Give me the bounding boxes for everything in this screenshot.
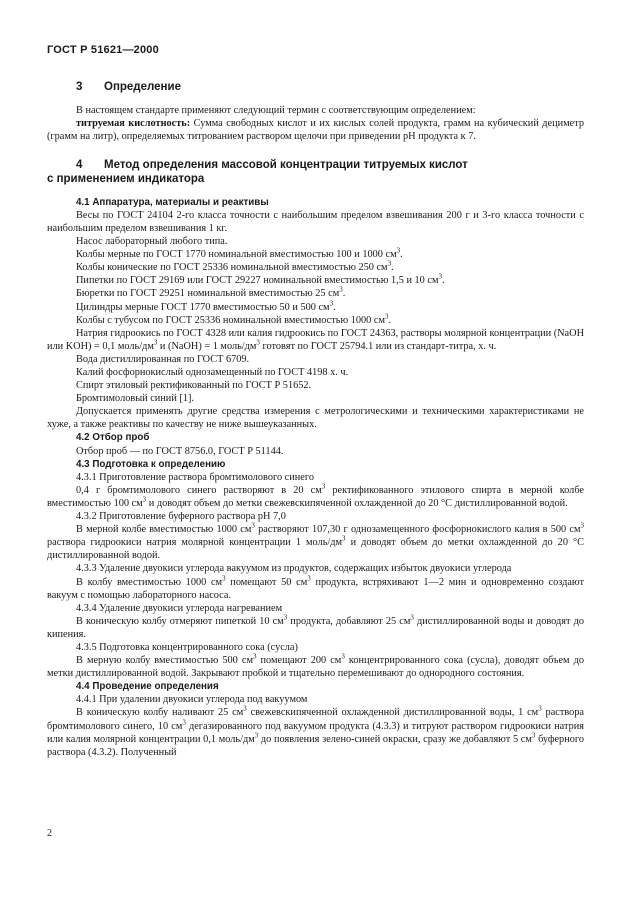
section-3-heading: 3 Определение (76, 81, 181, 93)
paragraph: Колбы с тубусом по ГОСТ 25336 номинальной вместимостью 1000 $см^3$. (76, 312, 392, 326)
section-4-heading: 4 Метод определения массовой концентрации титруемых кислот (76, 158, 468, 171)
paragraph: В коническую колбу наливают 25 $см^3$ свежевскипяченной охлажденной дистиллированной воды, 1 $см^3$ раствора бромтимолового синего, 10 $см^3$ дегазированного под вакуумом продукта (4.3.3) и титруют раствором гидроокиси натрия или калия молярной концентрации 0,1 моль/$дм^3$ до появления зелено-синей окраски, сразу же добавляют 5 $см^3$ буферного раствора (4.3.2). Полученный (47, 705, 584, 758)
paragraph: Допускается применять другие средства измерения с метрологическими и техническими характеристиками не хуже, а также реактивы по качеству не ниже вышеуказанных. (47, 406, 584, 431)
paragraph: Весы по ГОСТ 24104 2-го класса точности с наибольшим пределом взвешивания 200 г и 3-го класса точности с наибольшим пределом взвешивания 1 кг. (47, 209, 584, 234)
paragraph: Отбор проб — по ГОСТ 8756.0, ГОСТ Р 51144. (76, 445, 284, 457)
paragraph: Вода дистиллированная по ГОСТ 6709. (76, 353, 250, 365)
page-number: 2 (47, 828, 52, 839)
paragraph: Колбы мерные по ГОСТ 1770 номинальной вместимостью 100 и 1000 $см^3$. (76, 246, 403, 261)
paragraph: Бромтимоловый синий [1]. (76, 393, 194, 405)
clause-heading: 4.3.4 Удаление двуокиси углерода нагреванием (76, 602, 283, 614)
subsection-4-2-heading: 4.2 Отбор проб (76, 432, 150, 444)
paragraph: Цилиндры мерные ГОСТ 1770 вместимостью 50 и 500 $см^3$. (76, 299, 336, 313)
paragraph: В мерной колбе вместимостью 1000 $см^3$ растворяют 107,30 г однозамещенного фосфорнокислого калия в 500 $см^3$ раствора гидроокиси натрия молярной концентрации 1 моль/$дм^3$ и доводят объем до метки охлажденной до 20 °С дистиллированной водой. (47, 521, 585, 562)
paragraph: Колбы конические по ГОСТ 25336 номинальной вместимостью 250 $см^3$. (76, 259, 394, 274)
paragraph: В мерную колбу вместимостью 500 $см^3$ помещают 200 $см^3$ концентрированного сока (сусла), доводят объем до метки дистиллированной водой. Закрывают пробкой и тщательно перемешивают до однородного состояния. (47, 652, 585, 680)
page-content (47, 80, 584, 759)
clause-heading: 4.4.1 При удалении двуокиси углерода под вакуумом (76, 694, 308, 706)
clause-heading: 4.3.2 Приготовление буферного раствора pH 7,0 (76, 511, 286, 523)
paragraph: Пипетки по ГОСТ 29169 или ГОСТ 29227 номинальной вместимостью 1,5 и 10 $см^3$. (76, 272, 445, 287)
clause-heading: 4.3.5 Подготовка концентрированного сока (сусла) (76, 641, 298, 653)
paragraph: В колбу вместимостью 1000 $см^3$ помещают 50 $см^3$ продукта, встряхивают 1—2 мин и одновременно создают вакуум с помощью лабораторного насоса. (47, 574, 584, 601)
section-3-intro: В настоящем стандарте применяют следующий термин с соответствующим определением: (76, 104, 476, 116)
subsection-4-3-heading: 4.3 Подготовка к определению (76, 458, 226, 470)
running-header: ГОСТ Р 51621—2000 (47, 44, 159, 56)
term-definition: титруемая кислотность: Сумма свободных кислот и их кислых солей продукта, грамм на кубический дециметр (грамм на литр), определяемых титрованием раствором щелочи при приведении pH продукта к 7. (47, 117, 584, 142)
section-4-heading-cont: с применением индикатора (47, 173, 205, 186)
paragraph: Калий фосфорнокислый однозамещенный по ГОСТ 4198 х. ч. (76, 367, 349, 378)
paragraph: Насос лабораторный любого типа. (76, 236, 228, 248)
subsection-4-1-heading: 4.1 Аппаратура, материалы и реактивы (76, 196, 269, 208)
term: титруемая кислотность: (76, 117, 191, 129)
paragraph: Натрия гидроокись по ГОСТ 4328 или калия гидроокись по ГОСТ 24363, растворы молярной концентрации (NaOH или KOH) = 0,1 моль/$дм^3$ и (NaOH) = 1 моль/$дм^3$ готовят по ГОСТ 25794.1 или из стандарт-титра, х. ч. (47, 327, 584, 352)
paragraph: Спирт этиловый ректификованный по ГОСТ Р 51652. (76, 380, 312, 392)
paragraph: В коническую колбу отмеряют пипеткой 10 $см^3$ продукта, добавляют 25 $см^3$ дистиллированной воды и доводят до кипения. (47, 613, 584, 640)
paragraph: 0,4 г бромтимолового синего растворяют в 20 $см^3$ ректификованного этилового спирта в мерной колбе вместимостью 100 $см^3$ и доводят объем до метки свежевскипяченной охлажденной до 20 °С дистиллированной водой. (47, 482, 584, 509)
paragraph: Бюретки по ГОСТ 29251 номинальной вместимостью 25 $см^3$. (76, 286, 346, 300)
subsection-4-4-heading: 4.4 Проведение определения (76, 681, 219, 693)
clause-heading: 4.3.1 Приготовление раствора бромтимолового синего (76, 471, 314, 483)
clause-heading: 4.3.3 Удаление двуокиси углерода вакуумом из продуктов, содержащих избыток двуокиси углерода (76, 563, 512, 575)
